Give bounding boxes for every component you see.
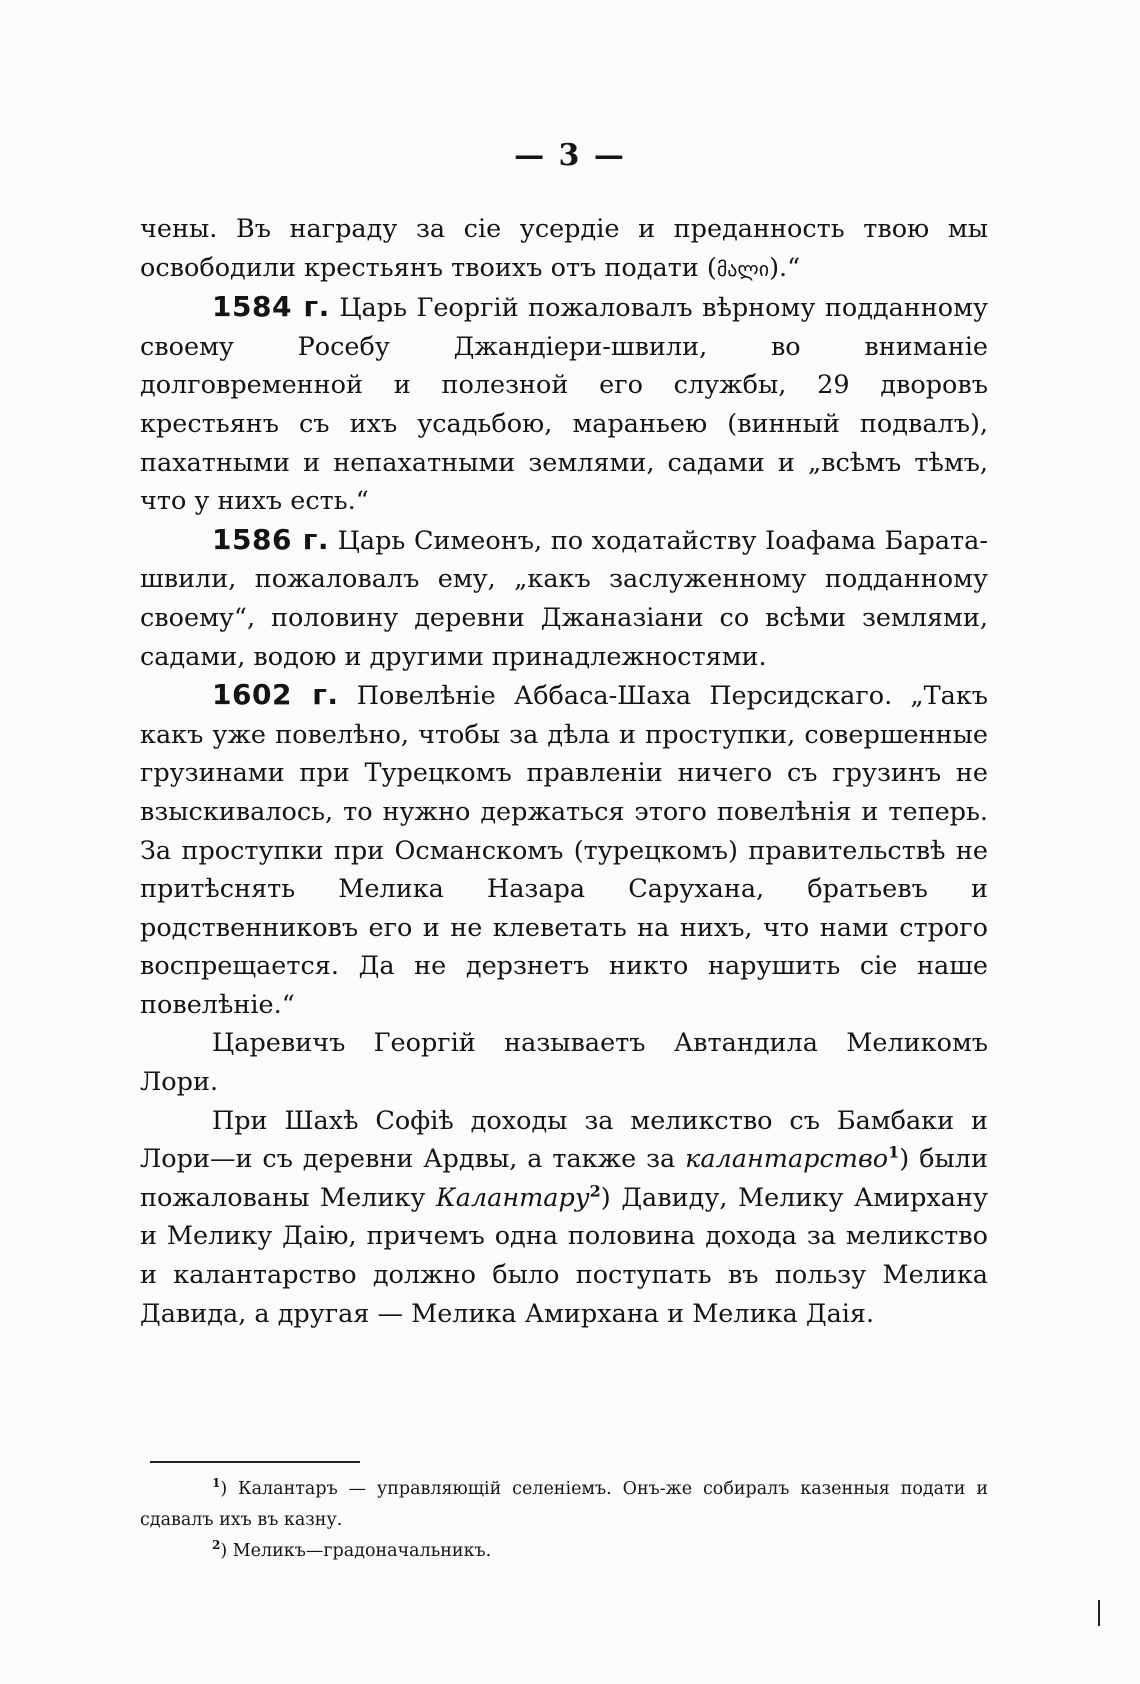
paragraph-1586 [140,521,988,676]
paragraph-text: Царь Георгій пожаловалъ вѣрному подданному своему Росебу Джандіери-швили, во вниманіе долговременной и полезной его службы, 29 дворовъ крестьянъ съ ихъ усадьбою, мараньею (винный подвалъ), пахатными и непахатными землями, садами и „всѣмъ тѣмъ, что у нихъ есть.“ [140,293,988,517]
paragraph-continuation [140,210,988,288]
italic-term: Калантару [435,1182,590,1213]
paragraph-shah-sofi [140,1102,988,1334]
footnotes [140,1474,988,1567]
scan-margin-mark [1098,1600,1100,1626]
year-heading: 1586 г. [212,522,329,556]
italic-term: калантарство [685,1144,889,1175]
paragraph-text: ) были пожалованы Мелику [140,1144,989,1213]
footnote-divider [150,1461,360,1463]
paragraph-text: Повелѣніе Аббаса-Шаха Персидскаго. „Такъ какъ уже повелѣно, чтобы за дѣла и проступки, совершенные грузинами при Турецкомъ правленіи ничего съ грузинъ не взыскивалось, то нужно держаться этого повелѣнія и теперь. За проступки при Османскомъ (турецкомъ) правительствѣ не притѣснять Мелика Назара Саруханa, братьевъ и родственниковъ его и не клеветать на нихъ, что нами строго воспрещается. Да не дерзнетъ никто нарушить сіе наше повелѣніе.“ [140,681,989,1020]
paragraph-text: чены. Въ награду за сіе усердіе и преданность твою мы освободили крестьянъ твоихъ отъ подати ( [140,214,988,283]
footnote-1 [140,1474,988,1536]
year-heading: 1602 г. [212,678,339,712]
georgian-word: მალი [716,256,770,281]
paragraph-1602 [140,676,988,1024]
footnote-text: ) Меликъ—градоначальникъ. [220,1541,492,1561]
paragraph-1584 [140,288,988,521]
paragraph-text: Царь Симеонъ, по ходатайству Іоафама Барата-швили, пожаловалъ ему, „какъ заслуженному подданному своему“, половину деревни Джаназіани со всѣми землями, садами, водою и другими принадлежностями. [140,525,988,672]
year-heading: 1584 г. [212,290,330,324]
footnote-text: ) Калантаръ — управляющій селеніемъ. Онъ-же собиралъ казенныя подати и сдавалъ ихъ въ казну. [140,1479,988,1530]
main-text [140,210,988,1333]
paragraph-text: ).“ [769,252,801,283]
page-number: — 3 — [514,138,626,173]
footnote-number: 2 [212,1538,221,1553]
footnote-ref: 2 [589,1181,601,1201]
footnote-number: 1 [212,1476,221,1491]
footnote-ref: 1 [888,1142,900,1162]
paragraph-text: При Шахѣ Софіѣ доходы за меликство съ Бамбаки и Лори—и съ деревни Ардвы, а также за [140,1105,988,1175]
footnote-2 [140,1536,988,1567]
paragraph-text: ) Давиду, Мелику Амирхану и Мелику Даію, причемъ одна половина дохода за меликство и калантарство должно было поступать въ пользу Мелика Давида, а другая — Мелика Амирхана и Мелика Даія. [140,1182,989,1329]
paragraph-georgi: Царевичъ Георгій называетъ Автандила Меликомъ Лори. [140,1028,988,1098]
